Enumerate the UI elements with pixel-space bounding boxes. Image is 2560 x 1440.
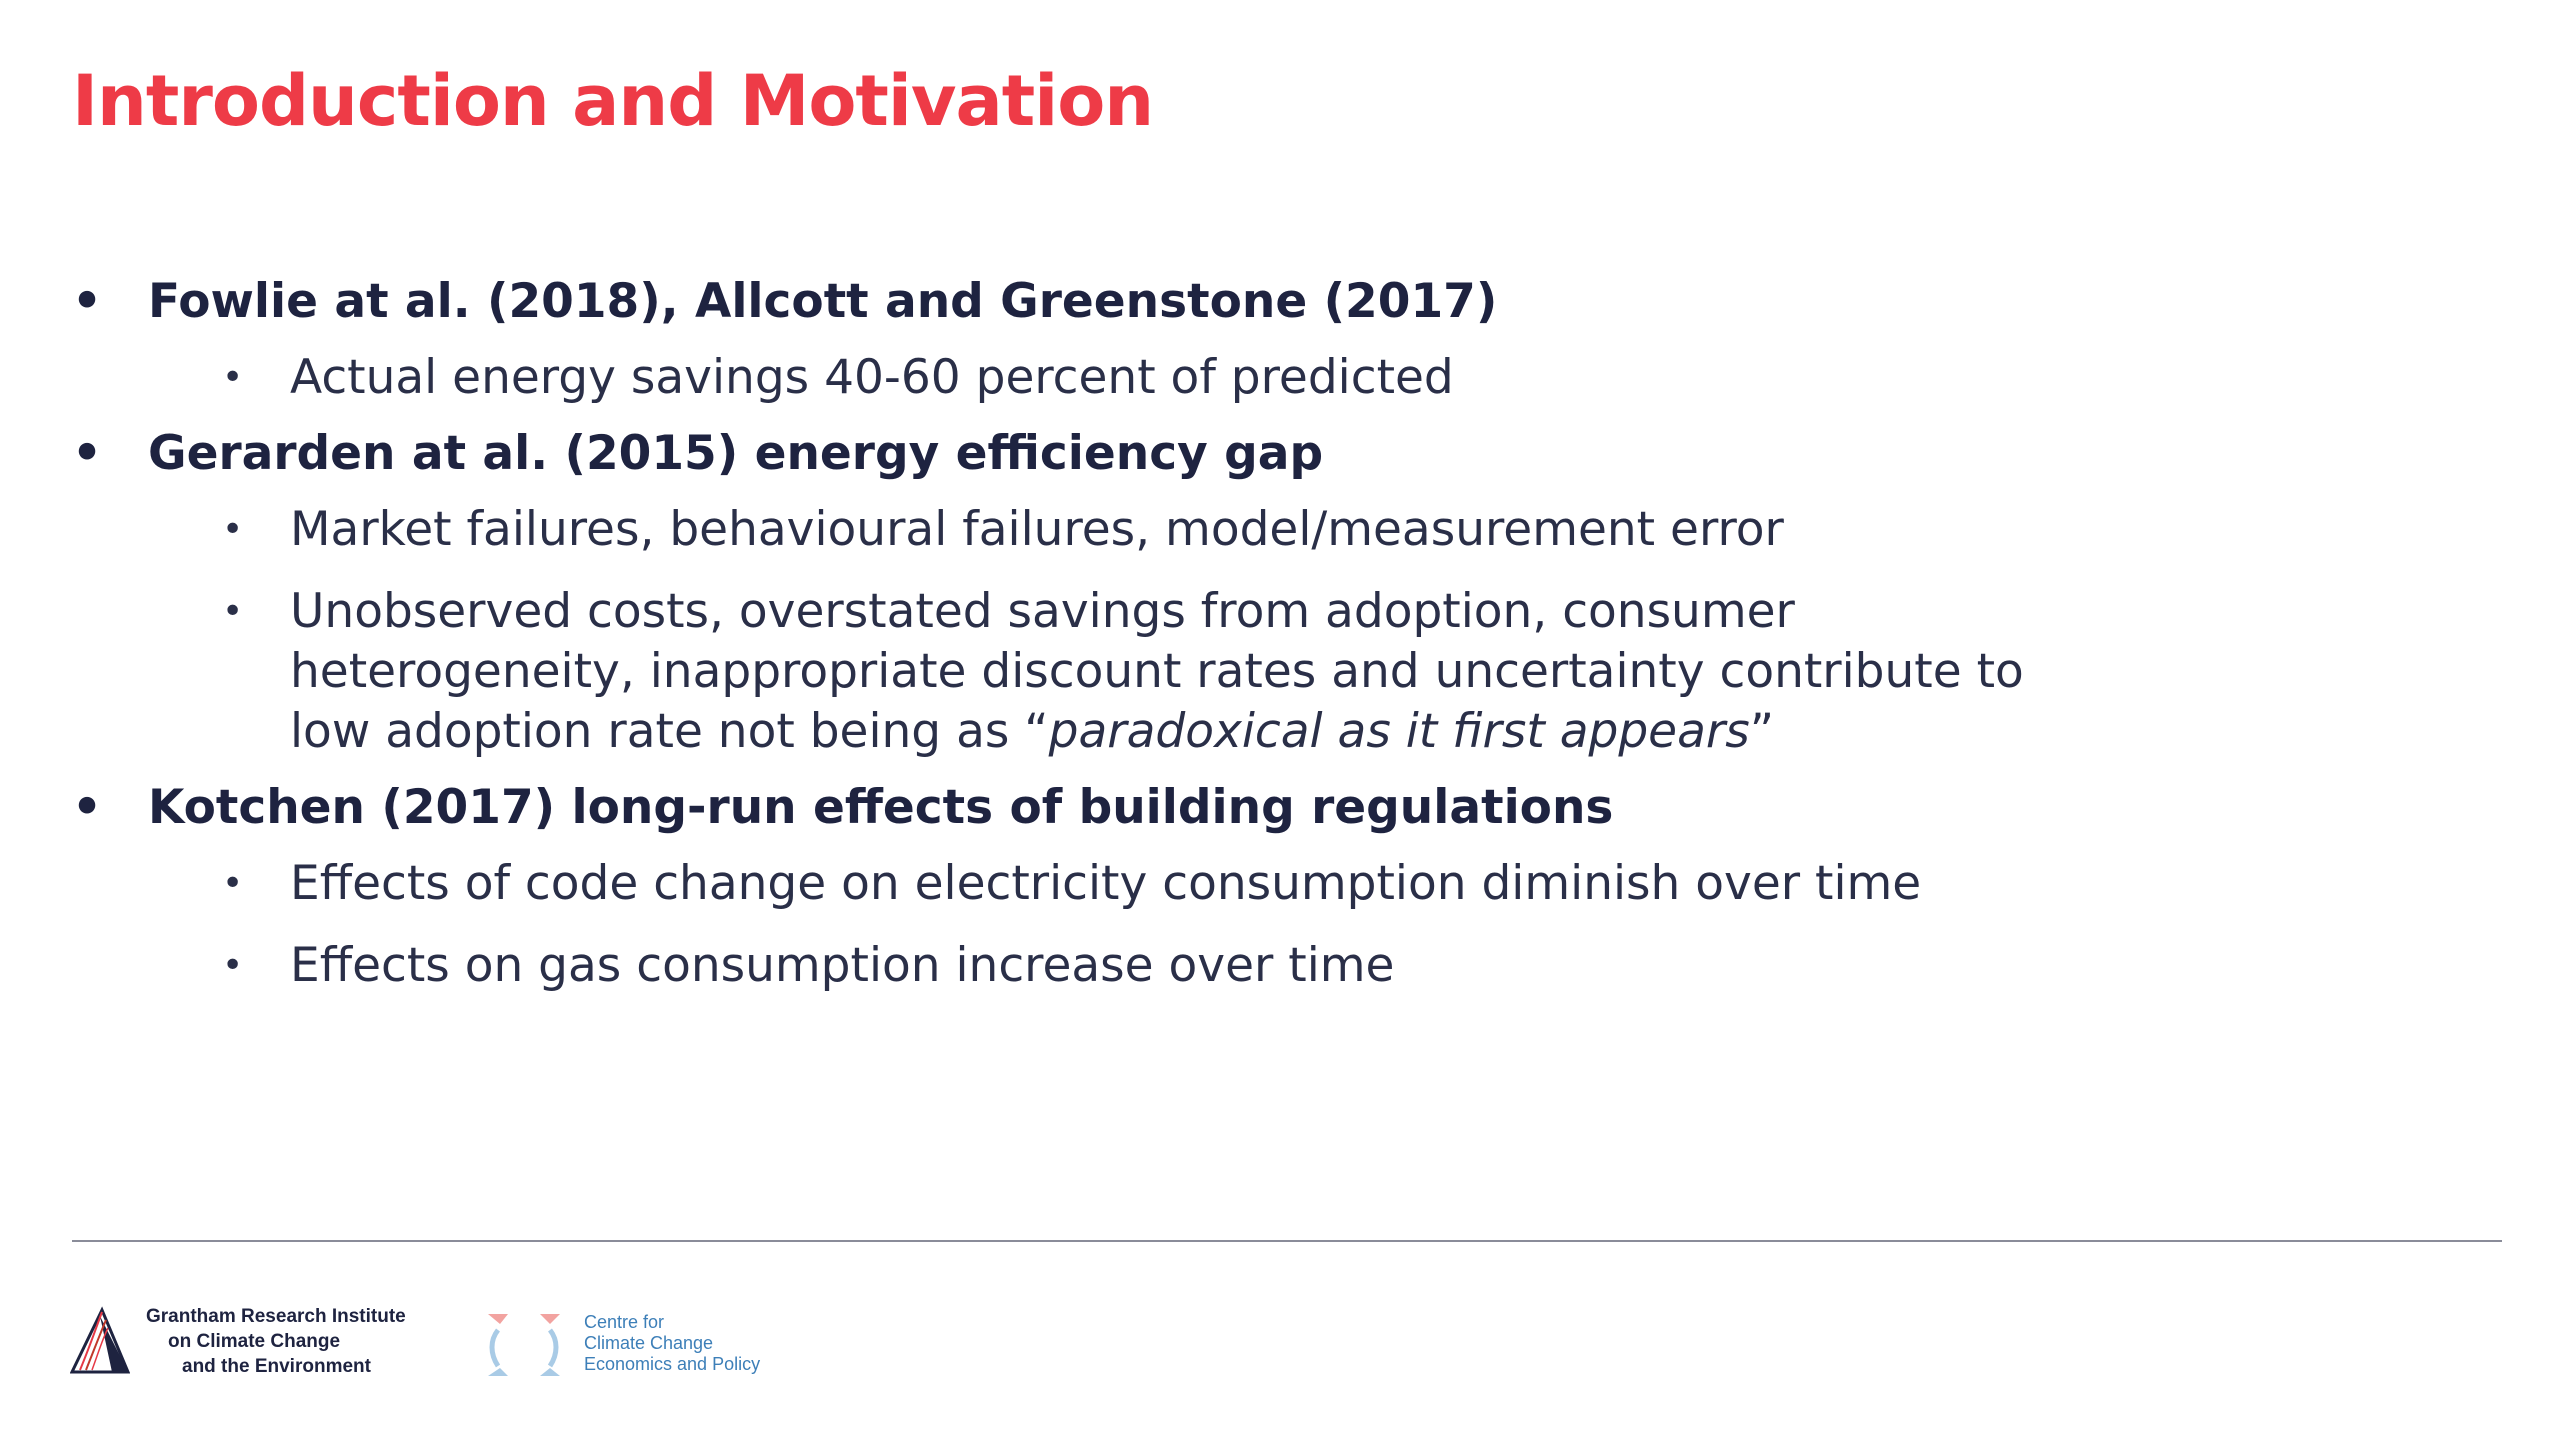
sub-bullet-icon: •: [222, 945, 244, 986]
sub-bullet-item: [72, 936, 2452, 996]
grantham-line-1: Grantham Research Institute: [146, 1306, 406, 1327]
bullet-text: Gerarden at al. (2015) energy efficiency gap: [148, 426, 1324, 481]
grantham-logo: [70, 1300, 430, 1380]
bullet-text: Fowlie at al. (2018), Allcott and Greenstone (2017): [148, 274, 1498, 329]
bullet-text: Kotchen (2017) long-run effects of building regulations: [148, 780, 1614, 835]
sub-bullet-text: Actual energy savings 40-60 percent of predicted: [290, 350, 1454, 405]
sub-bullet-item: [72, 500, 2452, 560]
bullet-icon: •: [72, 274, 103, 329]
cccep-line-3: Economics and Policy: [584, 1354, 761, 1374]
quote-italic: paradoxical as it first appears: [1048, 704, 1750, 759]
sub-bullet-line-3: [290, 702, 2452, 762]
quote-suffix: ”: [1749, 704, 1775, 759]
footer-divider: [72, 1240, 2502, 1242]
page-title: Introduction and Motivation: [72, 60, 1154, 142]
quote-prefix: low adoption rate not being as “: [290, 704, 1049, 759]
grantham-mark-icon: [70, 1306, 130, 1374]
cccep-line-2: Climate Change: [584, 1333, 714, 1353]
sub-bullet-item-multiline: [72, 582, 2452, 762]
bullet-item-1: [72, 272, 2452, 332]
bullet-icon: •: [72, 780, 103, 835]
grantham-line-3: and the Environment: [182, 1356, 371, 1377]
sub-bullet-icon: •: [222, 863, 244, 904]
sub-bullet-line-1: Unobserved costs, overstated savings from adoption, consumer: [290, 584, 1795, 639]
bullet-icon: •: [72, 426, 103, 481]
bullet-list: [72, 272, 2452, 996]
sub-bullet-line-2: heterogeneity, inappropriate discount rates and uncertainty contribute to: [290, 644, 2024, 699]
sub-bullet-text: Effects on gas consumption increase over time: [290, 938, 1395, 993]
sub-bullet-icon: •: [222, 357, 244, 398]
sub-bullet-item: [72, 348, 2452, 408]
sub-bullet-icon: •: [222, 509, 244, 550]
grantham-line-2: on Climate Change: [168, 1331, 341, 1352]
sub-bullet-icon: •: [222, 591, 244, 632]
bullet-item-2: [72, 424, 2452, 484]
bullet-item-3: [72, 778, 2452, 838]
cccep-logo: [484, 1310, 804, 1380]
sub-bullet-text: Market failures, behavioural failures, model/measurement error: [290, 502, 1784, 557]
cccep-line-1: Centre for: [584, 1312, 665, 1332]
cccep-mark-icon: [484, 1310, 574, 1380]
sub-bullet-item: [72, 854, 2452, 914]
sub-bullet-text: Effects of code change on electricity consumption diminish over time: [290, 856, 1922, 911]
